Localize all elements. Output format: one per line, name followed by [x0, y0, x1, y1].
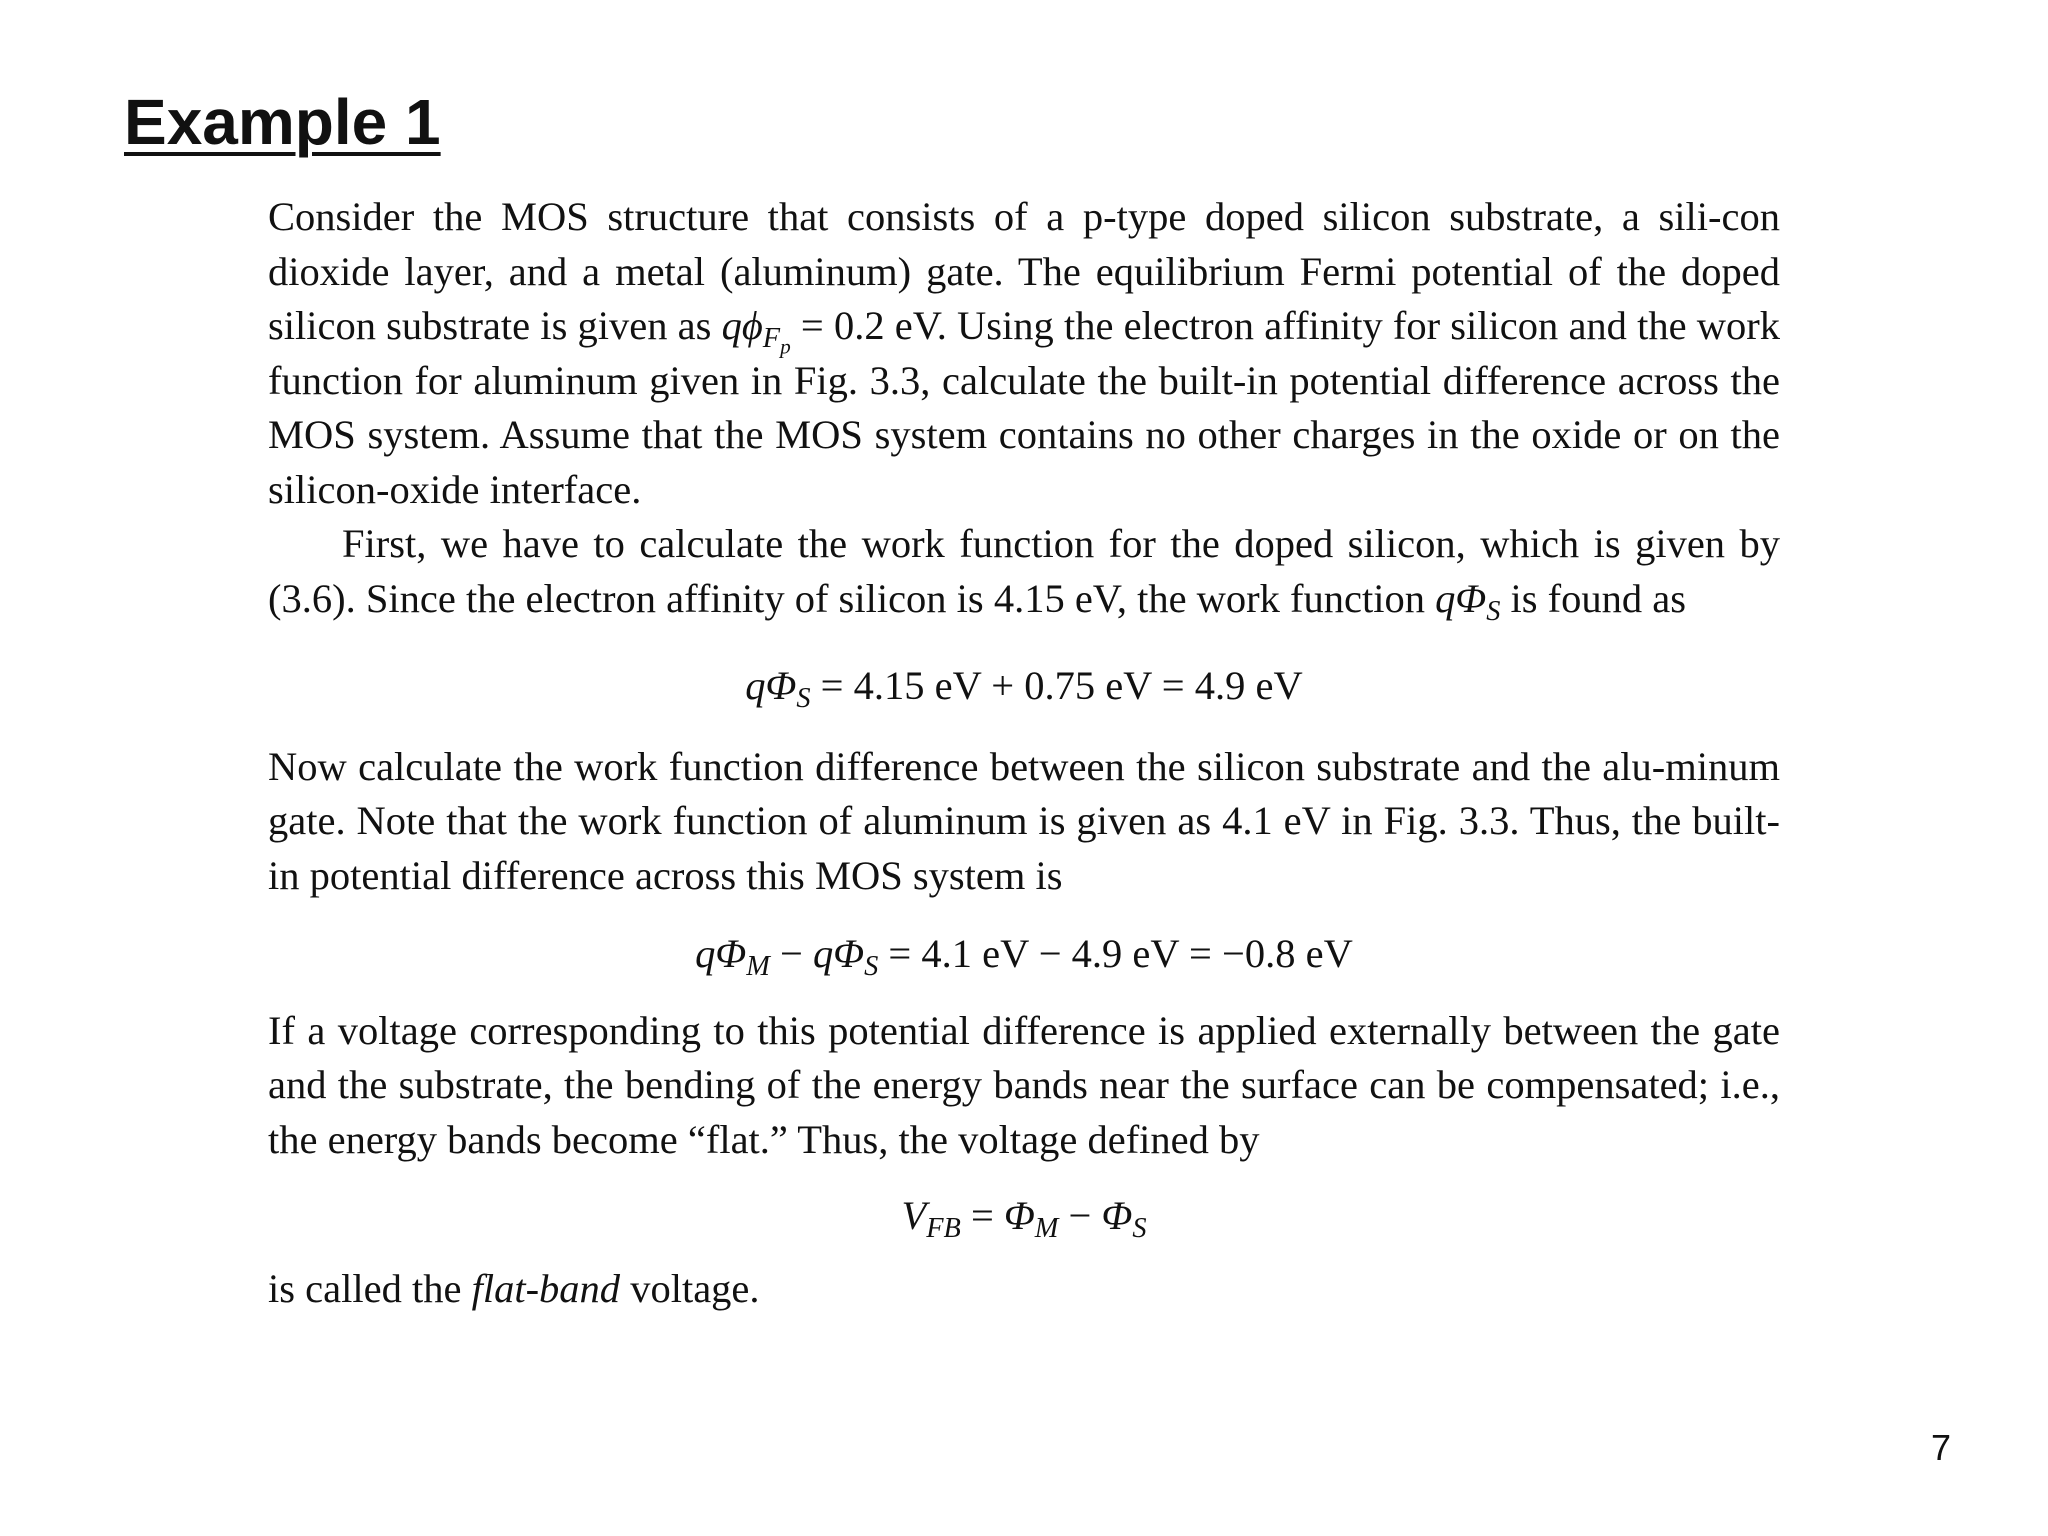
equation-built-in-potential [268, 927, 1780, 982]
solution-1-work-function-symbol: qΦ [1435, 575, 1487, 621]
equation-1-lhs-subscript: S [796, 682, 811, 714]
problem-text-2: . Using the electron affinity for silicon and the work function for aluminum given in Fig. 3.3, calculate the built-in potential difference across the MOS system. Assume that the MOS system contains no other charges in the oxide or on the silicon-oxide interface. [268, 303, 1781, 512]
solution-paragraph-1 [268, 517, 1780, 626]
conclusion-text-2: voltage. [620, 1265, 760, 1311]
equation-2-term-2: qΦ [812, 931, 865, 976]
problem-q-symbol: q [721, 303, 742, 348]
solution-1-text-1: First, we have to calculate the work function for the doped silicon, which is given by (3.6). Since the electron affinity of silicon is 4.15 eV, the work function [268, 521, 1780, 621]
slide-title: Example 1 [124, 86, 441, 158]
problem-subscript-f: F [762, 322, 781, 354]
equation-3-term-1: Φ [1003, 1193, 1035, 1238]
problem-fermi-value: = 0.2 eV [790, 303, 937, 348]
problem-subscript-p: p [780, 334, 791, 359]
flat-band-term: flat-band [471, 1265, 621, 1311]
page-number: 7 [1930, 1427, 1951, 1468]
equation-3-term-1-subscript: M [1034, 1212, 1059, 1244]
problem-text-1: Consider the MOS structure that consists of a p-type doped silicon substrate, a sili-con dioxide layer, and a metal (aluminum) gate. The equilibrium Fermi potential of the doped silicon substrate is given as [268, 194, 1780, 348]
solution-1-text-2: is found as [1500, 575, 1687, 621]
equation-silicon-work-function [268, 659, 1780, 714]
problem-fermi-subscript [762, 322, 791, 359]
solution-paragraph-3: If a voltage corresponding to this potential difference is applied externally between the gate and the substrate, the bending of the energy bands near the surface can be compensated; i.e., the energy bands become “flat.” Thus, the voltage defined by [268, 1007, 1780, 1162]
equation-2-rhs: = 4.1 eV − 4.9 eV = −0.8 eV [878, 931, 1353, 976]
equation-1-rhs: = 4.15 eV + 0.75 eV = 4.9 eV [810, 663, 1303, 708]
equation-2-minus: − [769, 931, 813, 976]
equation-3-equals: = [960, 1193, 1004, 1238]
equation-2-term-2-subscript: S [864, 950, 879, 982]
equation-3-term-2-subscript: S [1132, 1212, 1147, 1244]
equation-3-term-2: Φ [1101, 1193, 1133, 1238]
equation-2-term-1-subscript: M [746, 950, 770, 982]
problem-paragraph [268, 190, 1780, 517]
equation-2-term-1: qΦ [695, 931, 747, 976]
equation-1-lhs: qΦ [745, 663, 797, 708]
conclusion-paragraph [268, 1262, 1780, 1317]
solution-1-work-function-subscript: S [1486, 595, 1501, 627]
conclusion-text-1: is called the [268, 1265, 472, 1311]
equation-3-minus: − [1058, 1193, 1102, 1238]
solution-paragraph-2: Now calculate the work function difference between the silicon substrate and the alu-minum gate. Note that the work function of aluminum is given as 4.1 eV in Fig. 3.3. Thus, the built-in potential difference across this MOS system is [268, 743, 1780, 898]
equation-3-lhs-subscript: FB [926, 1212, 961, 1244]
equation-3-lhs: V [901, 1193, 927, 1238]
slide-content [268, 190, 1780, 1316]
equation-flat-band-voltage [268, 1189, 1780, 1244]
problem-phi-symbol: ϕ [741, 303, 763, 348]
